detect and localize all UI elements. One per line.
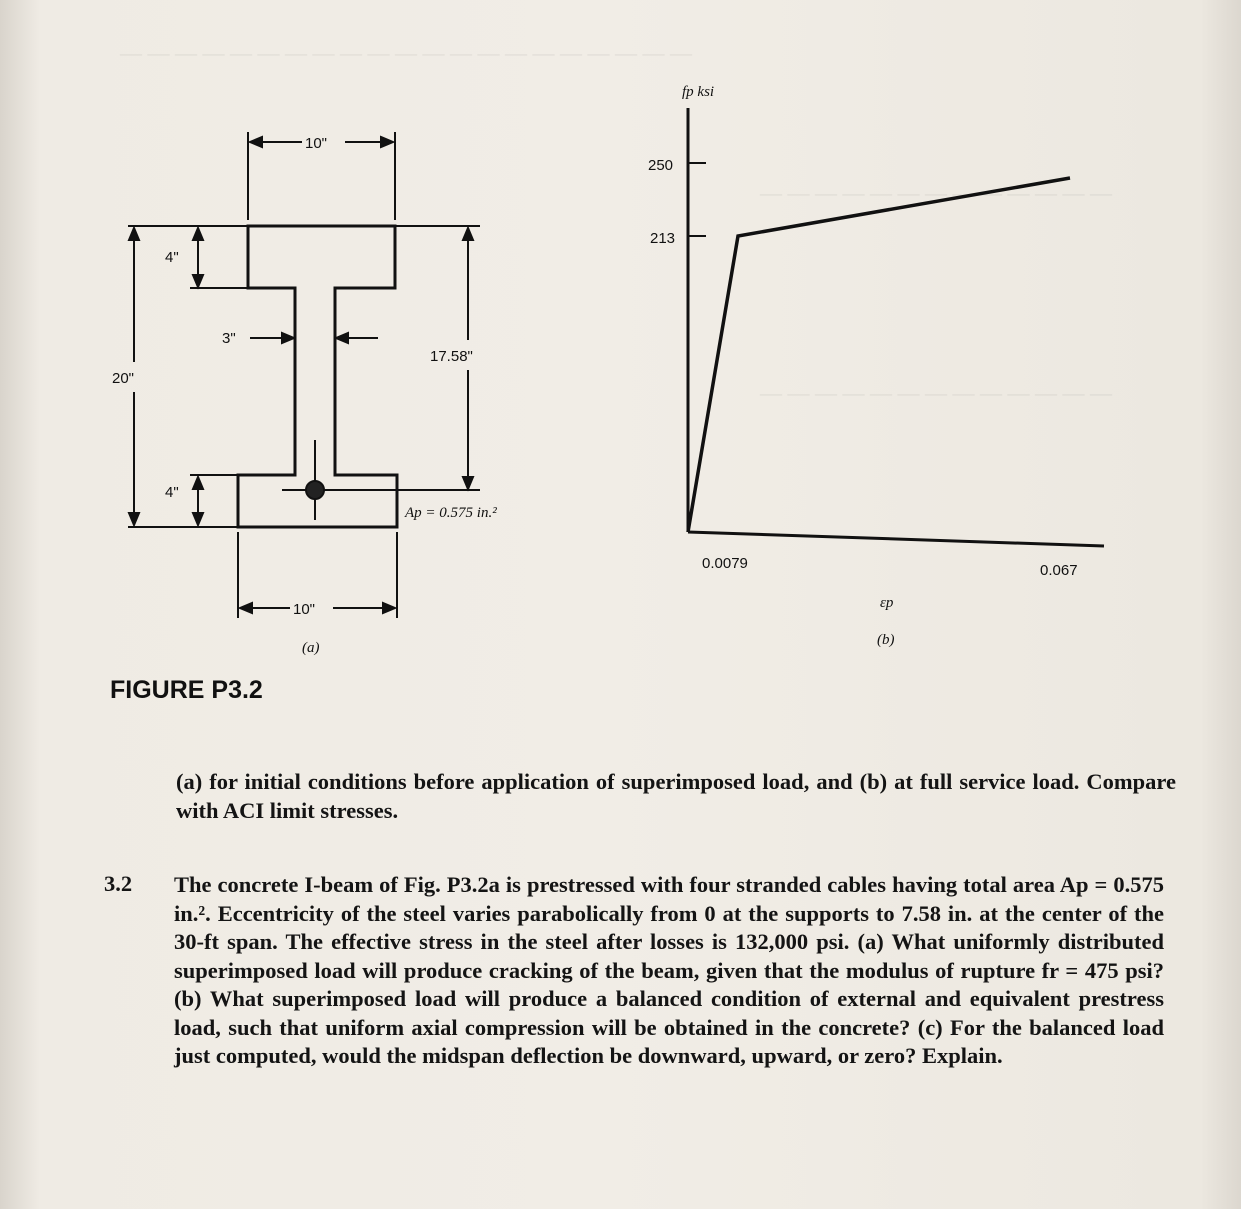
dim-bottom-flange-label: 4" — [165, 484, 179, 501]
panel-label-a: (a) — [302, 640, 320, 656]
x-axis-label: εp — [880, 595, 894, 611]
y-tick-label-250: 250 — [648, 157, 674, 174]
steel-area-label: Ap = 0.575 in.² — [405, 505, 497, 521]
dim-top-flange-label: 4" — [165, 249, 179, 266]
dim-steel-depth-label: 17.58" — [430, 348, 473, 365]
y-tick-label-213: 213 — [650, 230, 676, 247]
show-through-text: — — — — — — — — — — — — — — — — — — — — — — [120, 40, 692, 65]
stress-strain-chart — [648, 84, 1104, 648]
x-tick-label-1: 0.0079 — [702, 555, 748, 572]
panel-label-b: (b) — [877, 632, 895, 648]
paragraph-continuation: (a) for initial conditions before application of superimposed load, and (b) at full service load. Compare with ACI limit stresses. — [176, 769, 1176, 823]
y-axis-label: fp ksi — [682, 84, 715, 100]
stress-strain-curve — [688, 178, 1070, 532]
dim-total-depth-label: 20" — [112, 370, 135, 387]
figure-caption: FIGURE P3.2 — [110, 676, 263, 704]
dim-top-width-label: 10" — [305, 135, 328, 152]
x-tick-label-2: 0.067 — [1040, 562, 1078, 579]
dim-bottom-width-label: 10" — [293, 601, 316, 618]
dim-web-thickness — [250, 333, 378, 343]
tendon-centroid-symbol — [282, 440, 350, 520]
show-through-text: — — — — — — — — — — — — — — [760, 380, 1112, 405]
dim-web-thickness-label: 3" — [222, 330, 236, 347]
problem-number: 3.2 — [104, 871, 133, 896]
show-through-text: — — — — — — — — — — — — — — [760, 180, 1112, 205]
dim-bottom-flange — [190, 475, 238, 525]
dim-top-flange — [190, 228, 248, 288]
dim-bottom-width — [238, 532, 397, 618]
x-axis — [688, 532, 1104, 546]
problem-text: The concrete I-beam of Fig. P3.2a is prestressed with four stranded cables having total area Ap = 0.575 in.². Eccentricity of the steel varies parabolically from 0 at the supports to 7.58 in. at the center of the 30-ft span. The effective stress in the steel after losses is 132,000 psi. (a) What uniformly distributed superimposed load will produce cracking of the beam, given that the modulus of rupture fr = 475 psi? (b) What superimposed load will produce a balanced condition of external and equivalent prestress load, such that uniform axial compression will be obtained in the concrete? (c) For the balanced load just computed, would the midspan deflection be downward, upward, or zero? Explain. — [174, 872, 1164, 1068]
